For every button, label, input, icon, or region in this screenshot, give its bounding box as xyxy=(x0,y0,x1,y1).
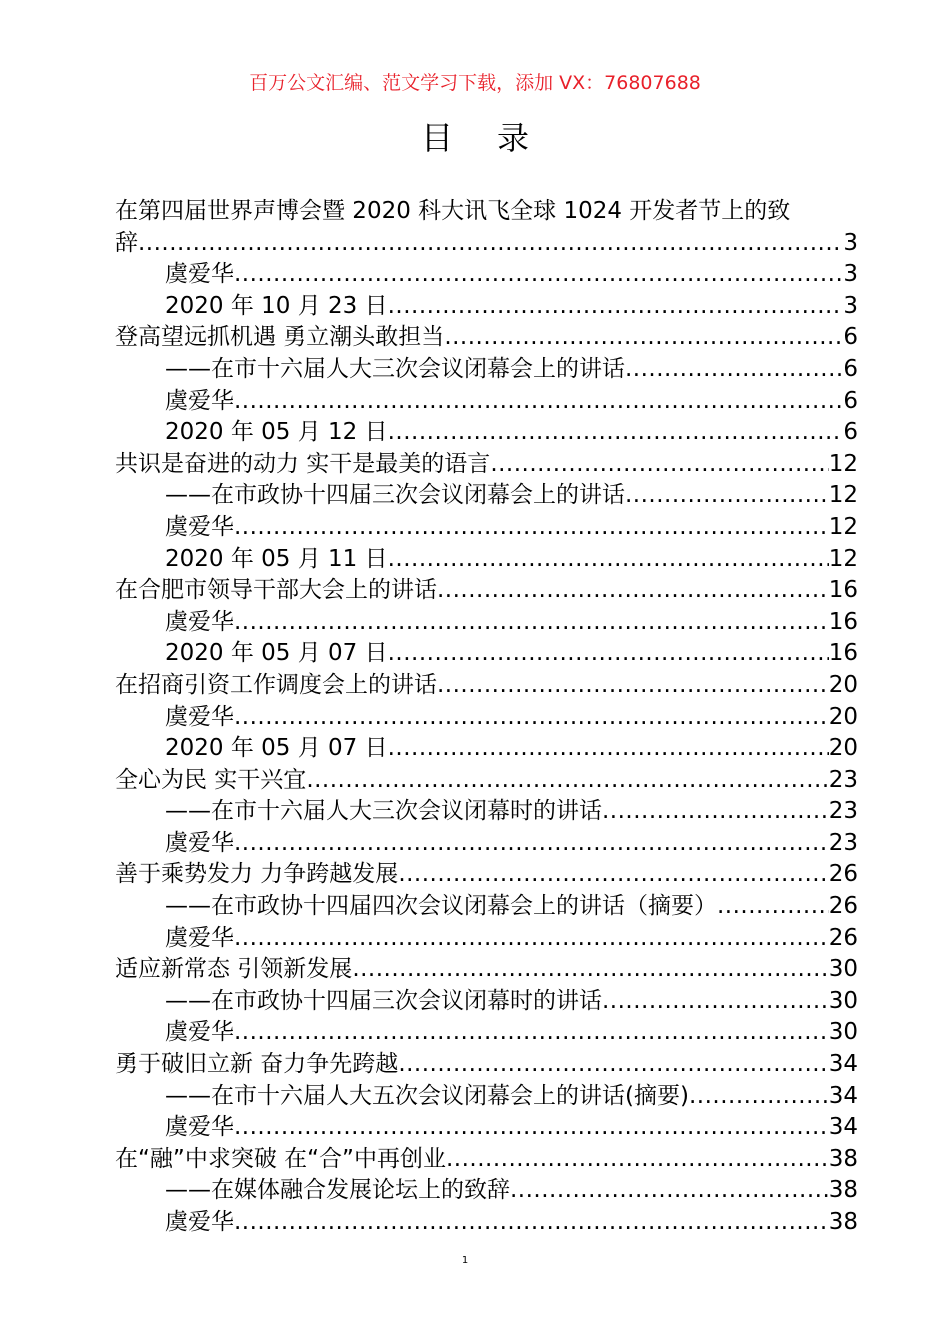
toc-entry[interactable] xyxy=(115,1017,858,1049)
toc-entry[interactable] xyxy=(115,417,858,449)
toc-entry[interactable] xyxy=(115,386,858,418)
toc-entry-title: 虞爱华 xyxy=(165,1114,234,1141)
toc-entry[interactable] xyxy=(115,1081,858,1113)
toc-entry[interactable] xyxy=(115,670,858,702)
toc-entry[interactable] xyxy=(115,322,858,354)
toc-entry[interactable] xyxy=(115,1049,858,1081)
dot-leader xyxy=(352,954,828,986)
toc-entry-page: 20 xyxy=(828,671,858,698)
dot-leader xyxy=(388,733,829,765)
toc-entry-page: 12 xyxy=(828,482,858,509)
toc-entry[interactable] xyxy=(115,765,858,797)
toc-entry-title: 虞爱华 xyxy=(165,513,234,540)
toc-entry-title: 适应新常态 引领新发展 xyxy=(115,956,353,983)
toc-entry[interactable] xyxy=(115,986,858,1018)
toc-entry[interactable] xyxy=(115,607,858,639)
dot-leader xyxy=(234,259,843,291)
toc-entry-title: 虞爱华 xyxy=(165,608,234,635)
dot-leader xyxy=(388,291,844,323)
toc-entry-title: ——在市十六届人大三次会议闭幕会上的讲话 xyxy=(165,355,625,382)
toc-entry-title: ——在市政协十四届三次会议闭幕会上的讲话 xyxy=(165,482,625,509)
toc-entry-title: 虞爱华 xyxy=(165,387,234,414)
toc-entry-title: ——在媒体融合发展论坛上的致辞 xyxy=(165,1177,510,1204)
toc-entry[interactable] xyxy=(115,512,858,544)
toc-entry-title: 虞爱华 xyxy=(165,703,234,730)
page-number: 1 xyxy=(461,1255,469,1266)
toc-entry[interactable] xyxy=(115,291,858,323)
toc-entry-title: 虞爱华 xyxy=(165,829,234,856)
toc-entry-title: 登高望远抓机遇 勇立潮头敢担当 xyxy=(115,324,445,351)
toc-entry[interactable] xyxy=(115,480,858,512)
toc-entry[interactable] xyxy=(115,954,858,986)
toc-entry-page: 16 xyxy=(828,577,858,604)
toc-entry[interactable] xyxy=(115,1175,858,1207)
toc-entry[interactable] xyxy=(115,1144,858,1176)
dot-leader xyxy=(234,1017,829,1049)
dot-leader xyxy=(490,449,828,481)
dot-leader xyxy=(398,859,828,891)
toc-entry-title: ——在市政协十四届四次会议闭幕会上的讲话（摘要） xyxy=(165,893,717,920)
toc-entry-title: 虞爱华 xyxy=(165,261,234,288)
table-of-contents xyxy=(115,196,858,1239)
toc-entry[interactable] xyxy=(115,891,858,923)
toc-entry-page: 38 xyxy=(828,1177,858,1204)
dot-leader xyxy=(625,480,829,512)
toc-entry[interactable] xyxy=(115,796,858,828)
toc-entry-page: 16 xyxy=(828,608,858,635)
toc-entry[interactable] xyxy=(115,733,858,765)
dot-leader xyxy=(446,1144,829,1176)
toc-entry-page: 6 xyxy=(843,419,858,446)
toc-entry-title: 勇于破旧立新 奋力争先跨越 xyxy=(115,1051,399,1078)
toc-entry-title: 在第四届世界声博会暨 2020 科大讯飞全球 1024 开发者节上的致 xyxy=(115,198,791,224)
toc-entry-title: 在合肥市领导干部大会上的讲话 xyxy=(115,577,437,604)
toc-entry-page: 38 xyxy=(828,1209,858,1235)
toc-entry-page: 30 xyxy=(828,1019,858,1046)
dot-leader xyxy=(234,512,829,544)
toc-entry-page: 23 xyxy=(828,766,858,793)
dot-leader xyxy=(444,322,843,354)
toc-entry-title: 在“融”中求突破 在“合”中再创业 xyxy=(115,1145,446,1172)
toc-entry-page: 34 xyxy=(828,1114,858,1141)
toc-entry-page: 3 xyxy=(843,261,858,288)
toc-entry-title: 共识是奋进的动力 实干是最美的语言 xyxy=(115,450,491,477)
toc-entry-page: 34 xyxy=(828,1082,858,1109)
dot-leader xyxy=(398,1049,828,1081)
dot-leader xyxy=(625,354,843,386)
toc-entry-title: 在招商引资工作调度会上的讲话 xyxy=(115,671,437,698)
toc-entry-first-line[interactable] xyxy=(115,196,858,228)
toc-entry-page: 26 xyxy=(828,924,858,951)
toc-entry[interactable] xyxy=(115,449,858,481)
toc-entry[interactable] xyxy=(115,1207,858,1239)
toc-entry-title: 虞爱华 xyxy=(165,924,234,951)
toc-entry[interactable] xyxy=(115,575,858,607)
toc-entry-page: 12 xyxy=(828,545,858,572)
toc-entry-page: 6 xyxy=(843,387,858,414)
toc-entry[interactable] xyxy=(115,1112,858,1144)
toc-entry[interactable] xyxy=(115,828,858,860)
toc-entry-page: 20 xyxy=(828,703,858,730)
toc-entry-page: 12 xyxy=(828,513,858,540)
toc-entry-page: 23 xyxy=(828,798,858,825)
watermark-banner: 百万公文汇编、范文学习下载，添加 VX：76807688 xyxy=(249,72,701,94)
dot-leader xyxy=(306,765,828,797)
toc-entry-page: 3 xyxy=(843,229,858,256)
toc-entry-page: 26 xyxy=(828,893,858,920)
dot-leader xyxy=(689,1081,829,1113)
toc-entry-page: 6 xyxy=(843,355,858,382)
toc-entry-page: 30 xyxy=(828,987,858,1014)
toc-entry-page: 30 xyxy=(828,956,858,983)
toc-entry-page: 26 xyxy=(828,861,858,888)
toc-entry-page: 6 xyxy=(843,324,858,351)
toc-entry-page: 16 xyxy=(828,640,858,667)
dot-leader xyxy=(234,702,829,734)
toc-entry[interactable] xyxy=(115,259,858,291)
dot-leader xyxy=(234,607,829,639)
toc-entry-title: ——在市政协十四届三次会议闭幕时的讲话 xyxy=(165,987,602,1014)
dot-leader xyxy=(602,796,829,828)
toc-entry-title: 2020 年 05 月 07 日 xyxy=(165,640,388,667)
toc-entry-page: 34 xyxy=(828,1051,858,1078)
toc-entry[interactable] xyxy=(115,859,858,891)
toc-entry[interactable] xyxy=(115,354,858,386)
dot-leader xyxy=(138,228,843,260)
toc-entry-title: ——在市十六届人大三次会议闭幕时的讲话 xyxy=(165,798,602,825)
page-title: 目录 xyxy=(420,119,573,157)
toc-entry[interactable] xyxy=(115,544,858,576)
toc-entry-page: 3 xyxy=(843,292,858,319)
toc-entry-title: 虞爱华 xyxy=(165,1209,234,1235)
toc-entry[interactable] xyxy=(115,702,858,734)
dot-leader xyxy=(388,638,829,670)
toc-entry[interactable] xyxy=(115,638,858,670)
dot-leader xyxy=(234,386,843,418)
dot-leader xyxy=(510,1175,829,1207)
dot-leader xyxy=(234,828,829,860)
toc-entry-title: 2020 年 10 月 23 日 xyxy=(165,292,388,319)
toc-entry-title: 2020 年 05 月 11 日 xyxy=(165,545,388,572)
toc-entry-page: 12 xyxy=(828,450,858,477)
toc-entry-title: 2020 年 05 月 07 日 xyxy=(165,735,388,762)
dot-leader xyxy=(388,544,829,576)
dot-leader xyxy=(234,1207,829,1239)
dot-leader xyxy=(717,891,829,923)
toc-entry-title: ——在市十六届人大五次会议闭幕会上的讲话(摘要) xyxy=(165,1082,689,1109)
toc-entry-title: 全心为民 实干兴宜 xyxy=(115,766,307,793)
toc-entry[interactable] xyxy=(115,923,858,955)
toc-entry-title: 辞 xyxy=(115,229,138,256)
dot-leader xyxy=(437,670,829,702)
toc-entry-page: 20 xyxy=(828,735,858,762)
toc-entry-title: 善于乘势发力 力争跨越发展 xyxy=(115,861,399,888)
dot-leader xyxy=(437,575,829,607)
toc-entry-page: 38 xyxy=(828,1145,858,1172)
toc-entry-page: 23 xyxy=(828,829,858,856)
dot-leader xyxy=(602,986,829,1018)
toc-entry[interactable] xyxy=(115,228,858,260)
dot-leader xyxy=(234,923,829,955)
dot-leader xyxy=(388,417,844,449)
toc-entry-title: 虞爱华 xyxy=(165,1019,234,1046)
toc-entry-title: 2020 年 05 月 12 日 xyxy=(165,419,388,446)
dot-leader xyxy=(234,1112,829,1144)
